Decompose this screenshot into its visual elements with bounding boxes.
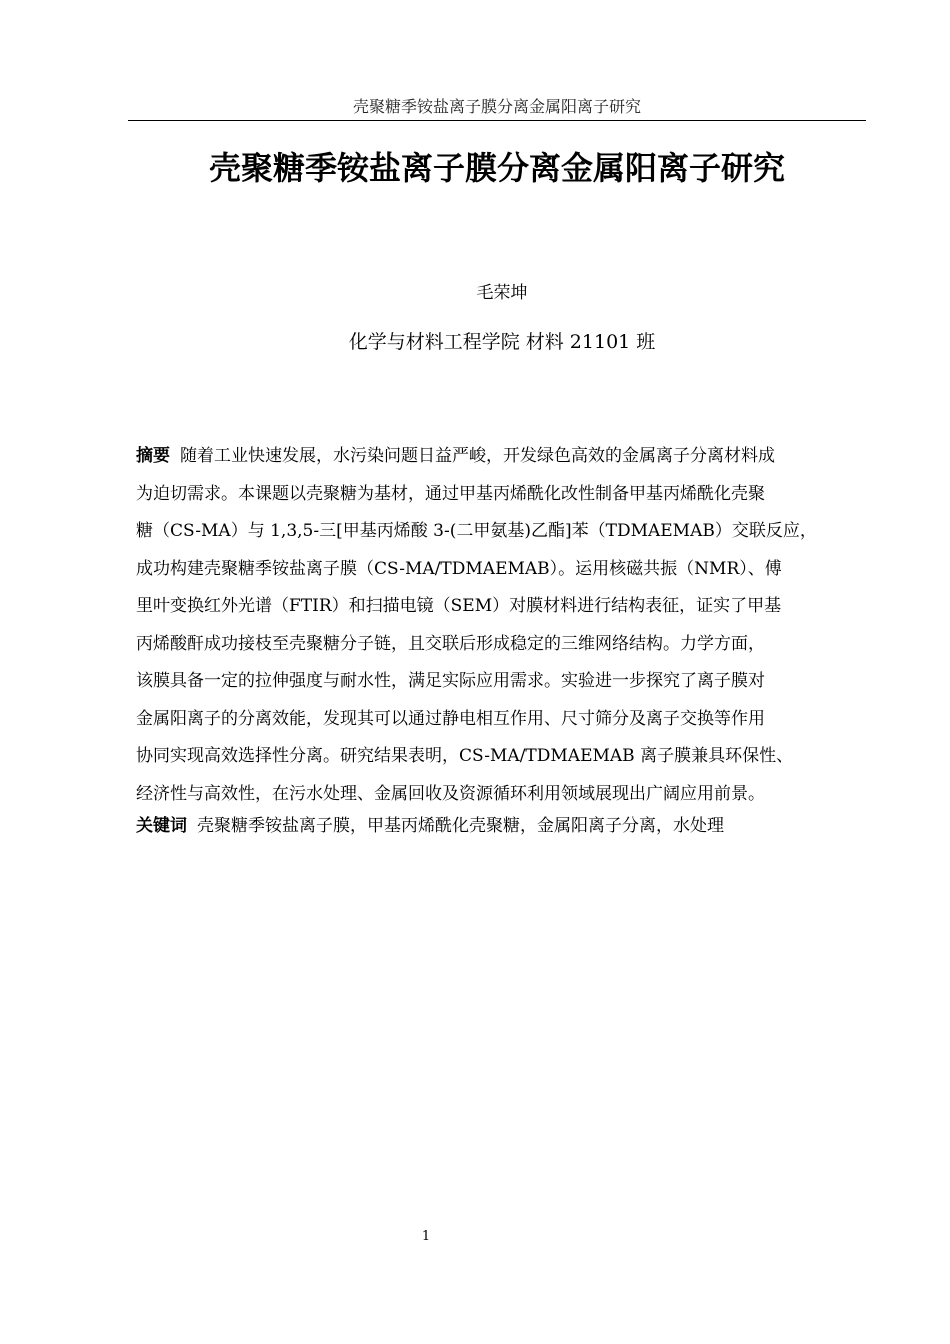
abstract-line: 经济性与高效性，在污水处理、金属回收及资源循环利用领域展现出广阔应用前景。 [136, 783, 765, 804]
author-affiliation: 化学与材料工程学院 材料 21101 班 [348, 331, 656, 353]
abstract-line: 丙烯酸酐成功接枝至壳聚糖分子链，且交联后形成稳定的三维网络结构。力学方面， [136, 633, 765, 654]
abstract-text: 随着工业快速发展，水污染问题日益严峻，开发绿色高效的金属离子分离材料成 [180, 446, 775, 466]
abstract-line: 该膜具备一定的拉伸强度与耐水性，满足实际应用需求。实验进一步探究了离子膜对 [136, 671, 765, 691]
abstract-line [136, 438, 864, 476]
abstract-line: 糖（CS-MA）与 1,3,5-三[甲基丙烯酸 3-(二甲氨基)乙酯]苯（TDMAEMAB）交联反应， [136, 521, 817, 541]
abstract-line: 为迫切需求。本课题以壳聚糖为基材，通过甲基丙烯酰化改性制备甲基丙烯酰化壳聚 [136, 483, 765, 504]
abstract-label: 摘要 [136, 446, 170, 466]
keywords-text: 壳聚糖季铵盐离子膜，甲基丙烯酰化壳聚糖，金属阳离子分离，水处理 [197, 816, 724, 836]
abstract-line: 协同实现高效选择性分离。研究结果表明，CS-MA/TDMAEMAB 离子膜兼具环保性、 [136, 746, 794, 766]
header-rule [128, 120, 866, 121]
running-header: 壳聚糖季铵盐离子膜分离金属阳离子研究 [352, 97, 641, 116]
keywords-section [136, 808, 864, 846]
page-number: 1 [421, 1229, 431, 1244]
page-title: 壳聚糖季铵盐离子膜分离金属阳离子研究 [208, 149, 785, 187]
abstract-section [136, 438, 864, 813]
keywords-label: 关键词 [136, 816, 187, 836]
abstract-line: 成功构建壳聚糖季铵盐离子膜（CS-MA/TDMAEMAB）。运用核磁共振（NMR）、傅 [136, 558, 782, 579]
abstract-line: 金属阳离子的分离效能，发现其可以通过静电相互作用、尺寸筛分及离子交换等作用 [136, 708, 765, 729]
author-name: 毛荣坤 [476, 283, 528, 303]
abstract-line: 里叶变换红外光谱（FTIR）和扫描电镜（SEM）对膜材料进行结构表征，证实了甲基 [136, 596, 782, 616]
